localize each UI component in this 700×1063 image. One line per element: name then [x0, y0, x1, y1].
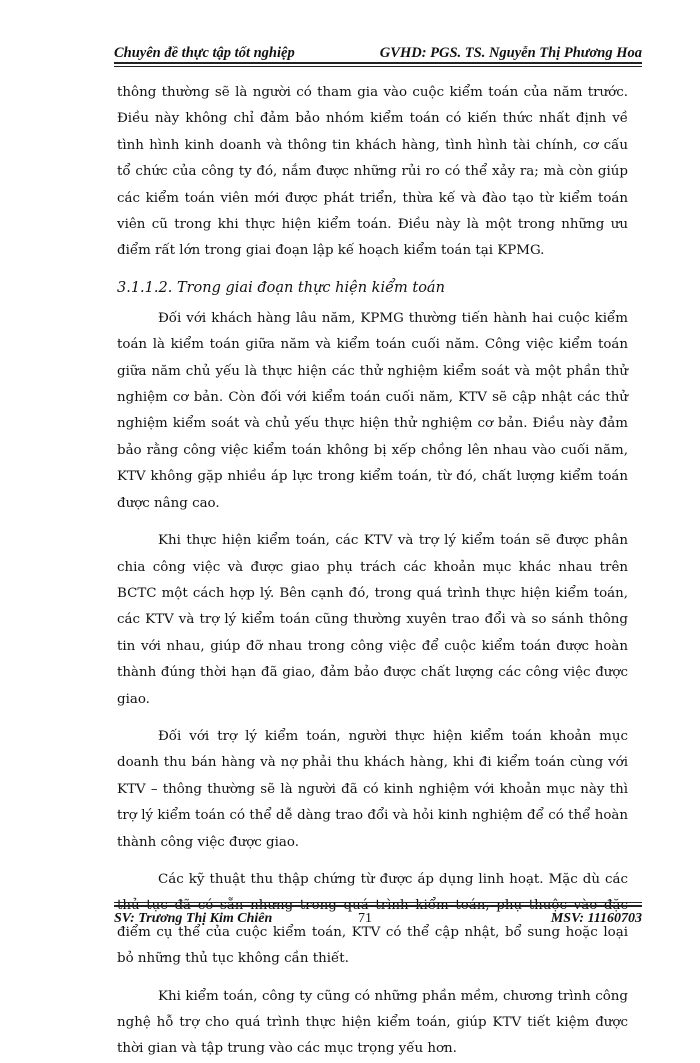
page-number: 71 — [358, 911, 372, 926]
footer-rule-thin — [114, 902, 642, 903]
page-header — [114, 40, 642, 62]
paragraph: Khi kiểm toán, công ty cũng có những phần mềm, chương trình công nghệ hỗ trợ cho quá trình thực hiện kiểm toán, giúp KTV tiết kiệm được thời gian và tập trung vào các mục trọng yếu hơn. — [117, 988, 628, 1057]
paragraph: Đối với trợ lý kiểm toán, người thực hiện kiểm toán khoản mục doanh thu bán hàng và nợ phải thu khách hàng, khi đi kiểm toán cùng với KTV – thông thường sẽ là người đã có kinh nghiệm với khoản mục này thì trợ lý kiểm toán có thể dễ dàng trao đổi và hỏi kinh nghiệm để có thể hoàn thành công việc được giao. — [117, 728, 628, 850]
paragraph: Đối với khách hàng lâu năm, KPMG thường tiến hành hai cuộc kiểm toán là kiểm toán giữa năm và kiểm toán cuối năm. Công việc kiểm toán giữa năm chủ yếu là thực hiện các thử nghiệm kiểm soát và một phần thử nghiệm cơ bản. Còn đối với kiểm toán cuối năm, KTV sẽ cập nhật các thử nghiệm kiểm soát và chủ yếu thực hiện thử nghiệm cơ bản. Điều này đảm bảo rằng công việc kiểm toán không bị xếp chồng lên nhau vào cuối năm, KTV không gặp nhiều áp lực trong kiểm toán, từ đó, chất lượng kiểm toán được nâng cao. — [117, 310, 628, 511]
header-rule — [114, 62, 642, 64]
section-heading: 3.1.1.2. Trong giai đoạn thực hiện kiểm toán — [117, 279, 445, 296]
paragraph: Các kỹ thuật thu thập chứng từ được áp dụng linh hoạt. Mặc dù các thủ tục đã có sẵn nhưng trong quá trình kiểm toán, phụ thuộc vào đặc điểm cụ thể của cuộc kiểm toán, KTV có thể cập nhật, bổ sung hoặc loại bỏ những thủ tục không cần thiết. — [117, 871, 628, 967]
footer-rule — [114, 905, 642, 907]
header-rule-thin — [114, 66, 642, 67]
paragraph-continued: thông thường sẽ là người có tham gia vào cuộc kiểm toán của năm trước. Điều này không chỉ đảm bảo nhóm kiểm toán có kiến thức nhất định về tình hình kinh doanh và thông tin khách hàng, tình hình tài chính, cơ cấu tổ chức của công ty đó, nắm được những rủi ro có thể xảy ra; mà còn giúp các kiểm toán viên mới được phát triển, thừa kế và đào tạo từ kiểm toán viên cũ trong khi thực hiện kiểm toán. Điều này là một trong những ưu điểm rất lớn trong giai đoạn lập kế hoạch kiểm toán tại KPMG. — [117, 85, 628, 259]
header-title: Chuyên đề thực tập tốt nghiệp — [114, 45, 295, 61]
page-footer — [114, 911, 642, 931]
footer-student-name: SV: Trương Thị Kim Chiên — [114, 911, 273, 926]
paragraph: Khi thực hiện kiểm toán, các KTV và trợ lý kiểm toán sẽ được phân chia công việc và được giao phụ trách các khoản mục khác nhau trên BCTC một cách hợp lý. Bên cạnh đó, trong quá trình thực hiện kiểm toán, các KTV và trợ lý kiểm toán cũng thường xuyên trao đổi và so sánh thông tin với nhau, giúp đỡ nhau trong công việc để cuộc kiểm toán được hoàn thành đúng thời hạn đã giao, đảm bảo được chất lượng các công việc được giao. — [117, 533, 628, 707]
footer-student-id: MSV: 11160703 — [550, 911, 642, 926]
header-supervisor: GVHD: PGS. TS. Nguyễn Thị Phương Hoa — [379, 45, 642, 61]
